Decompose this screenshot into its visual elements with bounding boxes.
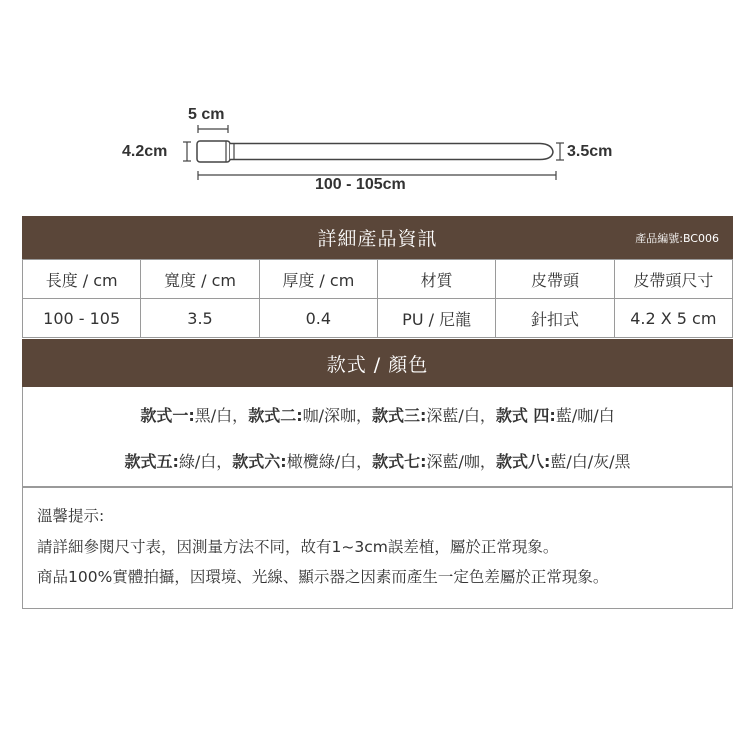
strap-height-label: 3.5cm xyxy=(567,143,613,160)
spec-header-cell: 皮帶頭 xyxy=(496,260,614,299)
spec-header-cell: 長度 / cm xyxy=(23,260,141,299)
style-colors: 咖/深咖 xyxy=(302,406,356,425)
spec-value-row xyxy=(23,299,733,338)
spec-header-cell: 皮帶頭尺寸 xyxy=(614,260,732,299)
spec-value-cell: 3.5 xyxy=(141,299,259,338)
styles-header xyxy=(22,339,733,387)
style-label: 款式 四: xyxy=(495,406,556,425)
spec-header-cell: 厚度 / cm xyxy=(259,260,377,299)
spec-header-cell: 材質 xyxy=(377,260,495,299)
style-label: 款式一: xyxy=(140,406,195,425)
style-label: 款式六: xyxy=(232,452,287,471)
style-label: 款式三: xyxy=(372,406,427,425)
spec-value-cell: 100 - 105 xyxy=(23,299,141,338)
style-label: 款式二: xyxy=(248,406,303,425)
notes-title: 溫馨提示: xyxy=(37,507,105,525)
notes-box xyxy=(22,487,733,609)
styles-title: 款式 / 顏色 xyxy=(326,353,429,376)
length-label: 100 - 105cm xyxy=(315,176,406,193)
style-colors: 綠/白 xyxy=(178,452,217,471)
styles-row-1: 款式一:黑/白，款式二:咖/深咖，款式三:深藍/白，款式 四:藍/咖/白 xyxy=(140,406,615,425)
spec-value-cell: 4.2 X 5 cm xyxy=(614,299,732,338)
style-label: 款式五: xyxy=(124,452,179,471)
buckle-height-label: 4.2cm xyxy=(122,143,168,160)
style-colors: 深藍/咖 xyxy=(426,452,480,471)
spec-header-cell: 寬度 / cm xyxy=(141,260,259,299)
styles-row-2: 款式五:綠/白，款式六:橄欖綠/白，款式七:深藍/咖，款式八:藍/白/灰/黑 xyxy=(124,452,631,471)
belt-diagram xyxy=(0,0,750,210)
style-colors: 藍/咖/白 xyxy=(555,406,615,425)
style-colors: 橄欖綠/白 xyxy=(286,452,357,471)
strap-shape xyxy=(230,144,553,160)
product-info-title: 詳細產品資訊 xyxy=(317,228,438,250)
style-colors: 藍/白/灰/黑 xyxy=(550,452,631,471)
spec-value-cell: 0.4 xyxy=(259,299,377,338)
spec-value-cell: 針扣式 xyxy=(496,299,614,338)
product-info-header xyxy=(22,216,733,259)
style-label: 款式七: xyxy=(372,452,427,471)
styles-list xyxy=(22,387,733,487)
spec-header-row xyxy=(23,260,733,299)
spec-table xyxy=(22,259,733,338)
notes-line-1: 請詳細參閱尺寸表，因測量方法不同，故有1~3cm誤差植，屬於正常現象。 xyxy=(37,538,559,556)
style-label: 款式八: xyxy=(495,452,551,471)
style-colors: 深藍/白 xyxy=(426,406,480,425)
buckle-shape xyxy=(197,141,230,162)
notes-line-2: 商品100%實體拍攝，因環境、光線、顯示器之因素而產生一定色差屬於正常現象。 xyxy=(37,568,609,586)
buckle-width-label: 5 cm xyxy=(188,106,225,123)
spec-value-cell: PU / 尼龍 xyxy=(377,299,495,338)
style-colors: 黑/白 xyxy=(194,406,233,425)
product-code: 產品編號:BC006 xyxy=(635,231,719,245)
